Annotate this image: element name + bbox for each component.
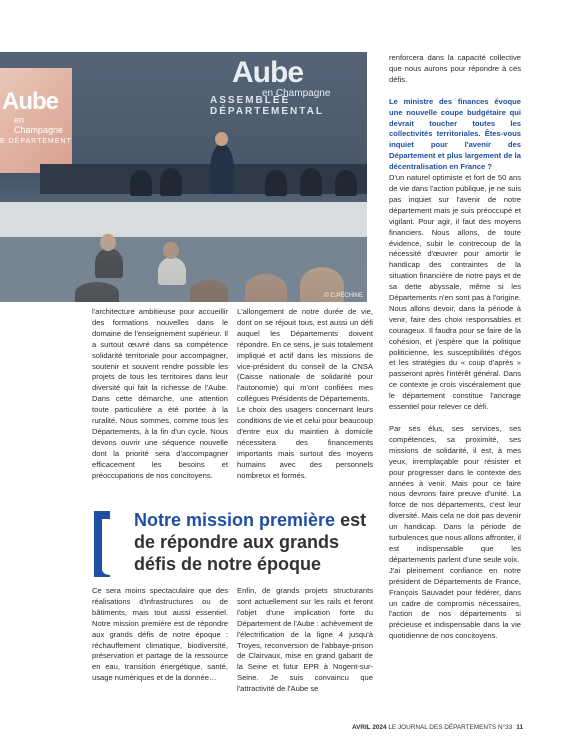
seated-official: [130, 170, 152, 196]
seated-official: [265, 170, 287, 196]
page-footer: [352, 724, 523, 731]
projection-screen: [0, 68, 72, 173]
page-number: 11: [516, 724, 524, 731]
article-column-4: [92, 586, 228, 684]
seated-official: [300, 168, 322, 196]
paragraph: Par ses élus, ses services, ses compétences, sa proximité, ses missions de solidarité, il est, à mes yeux, irremplaçable pour résister et pour progresser dans le contexte des années à venir. Mais pour ce faire nous devrons faire preuve d'unité. La force de nos départements, c'est leur diversité. Mais cela ne doit pas devenir un handicap. Dans la période de turbulences que nous allons affronter, il est indispensable que les départements parlent d'une seule voix.: [389, 424, 521, 564]
paragraph-gap: [389, 413, 521, 424]
paragraph: Ce sera moins spectaculaire que des réalisations d'infrastructures ou de bâtiments, mais tout aussi essentiel. Notre mission première est de répondre aux grands défis de notre époque : réchauffement climatique, biodiversité, préservation et partage de la ressource en eau, transition énergétique, santé, usage numériques et de la donnée…: [92, 586, 228, 683]
council-desk: [0, 202, 367, 237]
pull-quote-rest: est de répondre aux grands défis de notre époque: [134, 510, 367, 574]
pull-quote-heading: [134, 509, 374, 575]
wall-assembly-label: ASSEMBLÉE DÉPARTEMENTAL: [210, 95, 324, 117]
standing-speaker: [210, 144, 234, 194]
quote-bracket-icon: [92, 509, 122, 579]
article-column-3: [389, 53, 521, 642]
screen-line: E DÉPARTEMENT: [0, 138, 72, 145]
photo-credit: © C.PÉCHINE: [324, 293, 363, 299]
pull-quote-accent: Notre mission première: [134, 510, 336, 530]
screen-title: Aube: [2, 88, 58, 115]
paragraph: L'allongement de notre durée de vie, dont on se réjouit tous, est aussi un défi auquel les Départements doivent répondre. En ce sens, je suis totalement impliqué et actif dans les missions de vice-président du conseil de la CNSA (Caisse nationale de solidarité pour l'autonomie) qui m'ont confiées mes collègues Présidents de Départements.: [237, 307, 373, 404]
paragraph: Le choix des usagers concernant leurs conditions de vie et celui pour beaucoup d'entre eux du maintien à domicile nécessitera des financements importants mais surtout des moyens humains avec des personnels nombreux et formés.: [237, 405, 373, 480]
speaker-head: [215, 132, 228, 146]
seated-official: [335, 170, 357, 196]
paragraph: D'un naturel optimiste et fort de 50 ans de vie dans l'action publique, je ne suis pas inquiet sur l'avenir de notre département mais je suis préoccupé et vigilant. Pour agir, il faut des moyens financiers. Nous allons, de toute évidence, subir le contrecoup de la nécessité d'œuvrer pour amortir le handicap des contraintes de la situation financière de notre pays et de sa dette abyssale, même si les Départements n'en sont pas à l'origine. Nous allons devoir, dans la période à venir, faire des choix responsables et courageux. Il faudra pour se faire de la cohésion, et j'espère que la politique politicienne, les susceptibilités d'égos et les stratégies du « coup d'après » passeront après l'intérêt général. Dans ce contexte je crois viscéralement que le département constitue l'ancrage essentiel pour relever ce défi.: [389, 173, 521, 412]
paragraph-gap: [389, 86, 521, 97]
seated-official: [160, 168, 182, 196]
assembly-photo: [0, 52, 367, 302]
article-column-1: [92, 307, 228, 482]
paragraph: l'architecture ambitieuse pour accueillir des formations nouvelles dans le domaine de l'enseignement supérieur. Il a surtout œuvré dans sa compétence solidarité territoriale pour accompagner, soutenir et souvent rendre possible les projets de tous les territoires dans leur diversité qui fait la richesse de l'Aube. Dans cette démarche, une attention toute particulière a été portée à la ruralité. Nous sommes, comme tous les Départements, à la fin d'un cycle. Nous devons ouvrir une séquence nouvelle dont la priorité sera d'accompagner efficacement les besoins et préoccupations de nos concitoyens.: [92, 307, 228, 480]
article-column-2: [237, 307, 373, 482]
photo-floor: [0, 237, 367, 302]
interview-question: Le ministre des finances évoque une nouvelle coupe budgétaire qui devrait toucher toutes les collectivités territoriales. Êtes-vous inquiet pour l'avenir des Département et plus largement de la décentralisation en France ?: [389, 96, 521, 172]
paragraph: J'ai pleinement confiance en notre président de Départements de France, François Sauvadet pour fédérer, dans un cadre de compromis nécessaires, l'action de nos départements si précieuse et indispensable dans la vie quotidienne de nos concitoyens.: [389, 565, 521, 641]
paragraph: Enfin, de grands projets structurants sont actuellement sur les rails et feront l'objet d'une implication forte du Département de l'Aube : achèvement de l'électrification de la ligne 4 jusqu'à Troyes, reconversion de l'abbaye-prison de Clairvaux, mise en grand gabarit de la Seine et futur EPR à Nogent-sur-Seine. Je suis convaincu que l'attractivité de l'Aube se: [237, 586, 373, 694]
paragraph: renforcera dans la capacité collective que nous aurons pour répondre à ces défis.: [389, 53, 521, 84]
screen-subtitle: en Champagne: [14, 115, 64, 135]
footer-journal: LE JOURNAL DES DÉPARTEMENTS N°33: [386, 724, 513, 731]
footer-month: AVRIL 2024: [352, 724, 387, 731]
wall-logo-subtitle: en Champagne: [262, 88, 331, 99]
article-column-5: [237, 586, 373, 695]
wall-logo-title: Aube: [232, 56, 303, 89]
